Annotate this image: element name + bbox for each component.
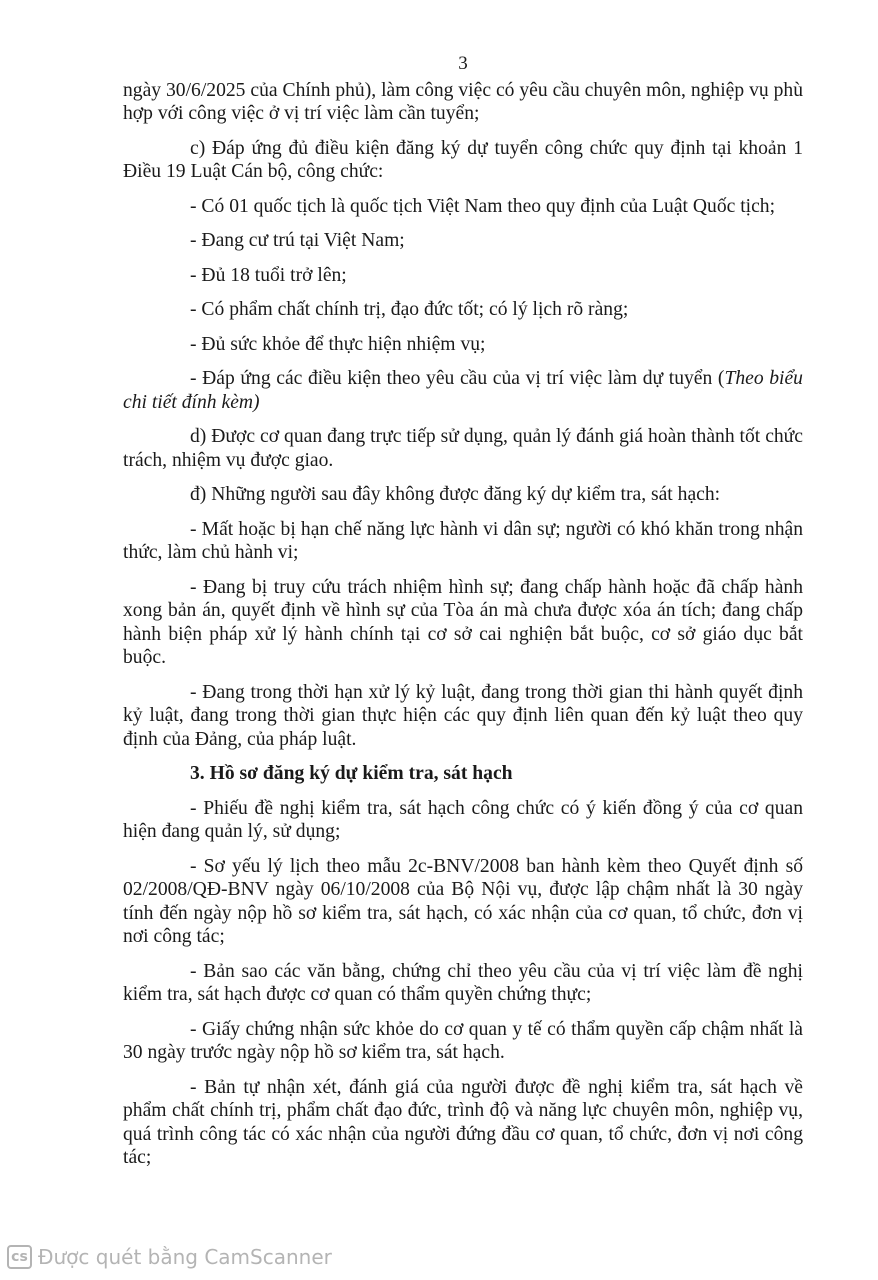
paragraph-text: - Bản sao các văn bằng, chứng chỉ theo yêu cầu của vị trí việc làm đề nghị kiểm tra, sát hạch được cơ quan có thẩm quyền chứng thực; (123, 960, 803, 1005)
list-item-civil-capacity (123, 518, 803, 565)
list-item-criminal (123, 576, 803, 670)
paragraph-condition-c (123, 137, 803, 184)
paragraph-text: ngày 30/6/2025 của Chính phủ), làm công việc có yêu cầu chuyên môn, nghiệp vụ phù hợp với công việc ở vị trí việc làm cần tuyển; (123, 79, 803, 124)
paragraph-text: - Đang trong thời hạn xử lý kỷ luật, đang trong thời gian thi hành quyết định kỷ luật, đang trong thời gian thực hiện các quy định liên quan đến kỷ luật theo quy định của Đảng, của pháp luật. (123, 681, 803, 750)
camscanner-watermark (7, 1242, 332, 1272)
list-item-health (123, 333, 803, 357)
paragraph-text: - Mất hoặc bị hạn chế năng lực hành vi dân sự; người có khó khăn trong nhận thức, làm chủ hành vi; (123, 518, 803, 563)
watermark-text: Được quét bằng CamScanner (38, 1245, 332, 1269)
paragraph-text: c) Đáp ứng đủ điều kiện đăng ký dự tuyển công chức quy định tại khoản 1 Điều 19 Luật Cán bộ, công chức: (123, 137, 803, 182)
paragraph-text: - Đủ sức khỏe để thực hiện nhiệm vụ; (190, 333, 486, 355)
paragraph-text: - Đủ 18 tuổi trở lên; (190, 264, 347, 286)
paragraph-text: - Sơ yếu lý lịch theo mẫu 2c-BNV/2008 ban hành kèm theo Quyết định số 02/2008/QĐ-BNV ngày 06/10/2008 của Bộ Nội vụ, được lập chậm nhất là 30 ngày tính đến ngày nộp hồ sơ kiểm tra, sát hạch, có xác nhận của cơ quan, tổ chức, đơn vị nơi công tác; (123, 855, 803, 947)
paragraph-condition-d (123, 425, 803, 472)
paragraph-text: - Có 01 quốc tịch là quốc tịch Việt Nam theo quy định của Luật Quốc tịch; (190, 195, 776, 217)
list-item-ethics (123, 298, 803, 322)
paragraph-text: - Đang cư trú tại Việt Nam; (190, 230, 405, 251)
paragraph-text: - Có phẩm chất chính trị, đạo đức tốt; có lý lịch rõ ràng; (190, 299, 629, 320)
paragraph-text: - Bản tự nhận xét, đánh giá của người được đề nghị kiểm tra, sát hạch về phẩm chất chính trị, phẩm chất đạo đức, trình độ và năng lực chuyên môn, nghiệp vụ, quá trình công tác có xác nhận của người đứng đầu cơ quan, tổ chức, đơn vị nơi công tác; (123, 1076, 803, 1168)
paragraph-text: đ) Những người sau đây không được đăng ký dự kiểm tra, sát hạch: (190, 484, 721, 505)
list-item-residence (123, 229, 803, 253)
list-item-self-assessment (123, 1076, 803, 1170)
document-page (123, 52, 803, 1181)
page-number: 3 (458, 53, 468, 74)
paragraph-continuation (123, 79, 803, 126)
paragraph-text: d) Được cơ quan đang trực tiếp sử dụng, quản lý đánh giá hoàn thành tốt chức trách, nhiệm vụ được giao. (123, 426, 803, 471)
list-item-discipline (123, 681, 803, 752)
paragraph-italic-text: Theo biểu chi tiết đính kèm) (123, 368, 803, 413)
list-item-resume (123, 855, 803, 949)
paragraph-text: - Phiếu đề nghị kiểm tra, sát hạch công chức có ý kiến đồng ý của cơ quan hiện đang quản lý, sử dụng; (123, 797, 803, 842)
paragraph-text: - Giấy chứng nhận sức khỏe do cơ quan y tế có thẩm quyền cấp chậm nhất là 30 ngày trước ngày nộp hồ sơ kiểm tra, sát hạch. (123, 1018, 803, 1063)
list-item-job-requirements (123, 367, 803, 414)
list-item-health-certificate (123, 1018, 803, 1065)
paragraph-text: - Đang bị truy cứu trách nhiệm hình sự; đang chấp hành hoặc đã chấp hành xong bản án, quyết định về hình sự của Tòa án mà chưa được xóa án tích; đang chấp hành biện pháp xử lý hành chính tại cơ sở cai nghiện bắt buộc, cơ sở giáo dục bắt buộc. (123, 576, 803, 668)
paragraph-condition-dd (123, 483, 803, 507)
list-item-nationality (123, 195, 803, 219)
list-item-diplomas (123, 960, 803, 1007)
paragraph-text: - Đáp ứng các điều kiện theo yêu cầu của vị trí việc làm dự tuyển ( (190, 368, 725, 389)
camscanner-logo-icon: cs (7, 1245, 32, 1269)
list-item-age (123, 264, 803, 288)
section-heading: 3. Hồ sơ đăng ký dự kiểm tra, sát hạch (190, 763, 513, 784)
list-item-request-form (123, 797, 803, 844)
